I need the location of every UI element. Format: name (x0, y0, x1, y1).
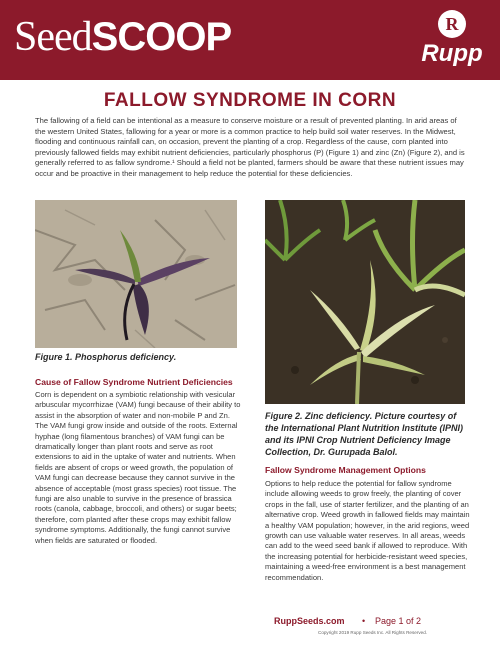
rupp-logo-mark-icon: R (438, 10, 466, 38)
section2-body: Options to help reduce the potential for fallow syndrome include allowing weeds to grow freely, the planting of cover crops in the fall, use of starter fertilizer, and the planting of an alternative crop. Weed growth in fallowed fields may maintain a healthy VAM population; however, in the arid regions, weed growth can use valuable water reserves. In all areas, weeds can add to the weed seed bank if allowed to reproduce. With the increasing potential for herbicide-resistant weed species, maintaining a weed-free environment is a best management recommendation. (265, 479, 470, 582)
phosphorus-corn-seedling-image (35, 200, 237, 348)
figure2-caption: Figure 2. Zinc deficiency. Picture courtesy of the International Plant Nutrition Institute (IPNI) and its IPNI Crop Nutrient Deficiency Image Collection, Dr. Gurupada Balol. (265, 411, 463, 457)
section1-body: Corn is dependent on a symbiotic relationship with vesicular arbuscular mycorrhizae (VAM) fungi because of their ability to assist in the absorption of water and non-mobile P and Zn. The VAM fungi grow inside and outside of the roots. External hyphae (long filamentous branches) of VAM fungi can be dramatically longer than plant roots and serve as root extensions to aid in the uptake of water and nutrients. When fields are absent of crops or weed growth, the population of VAM fungi can decrease because they cannot survive in the absence of acceptable (most grass species) root tissue. The fungi are also unable to survive in the presence of brassica roots (canola, cabbage, broccoli, and others) or sugar beets; therefore, corn planted after these crops may exhibit fallow syndrome symptoms. Additionally, the fungi cannot survive when fields are saturated or flooded. (35, 390, 241, 545)
brand-wordmark (14, 12, 231, 61)
section2-heading: Fallow Syndrome Management Options (265, 465, 426, 475)
footer-copyright: Copyright 2019 Rupp Seeds Inc. All Rights Reserved. (318, 630, 428, 635)
figure1-caption: Figure 1. Phosphorus deficiency. (35, 352, 177, 362)
zinc-corn-plants-image (265, 200, 465, 404)
figure2-photo (265, 200, 465, 404)
intro-paragraph: The fallowing of a field can be intentional as a measure to conserve moisture or a result of prevented planting. In arid areas of the western United States, fallowing for a year or more is a common practice to help build soil water reserves. In the Midwest, flooding and continuous rainfall can, on occasion, prevent the planting of a crop. Regardless of the cause, corn planted into previously fallowed fields may exhibit nutrient deficiencies, particularly phosphorus (P) (Figure 1) and zinc (Zn) (Figure 2), and is generally referred to as fallow syndrome.¹ Should a field not be planted, farmers should be aware that these nutrient issues may occur and be proactive in their management to help reduce the potential for these deficiencies. (35, 116, 465, 178)
footer-website-link[interactable]: RuppSeeds.com (274, 616, 345, 626)
footer-page-number: Page 1 of 2 (375, 616, 422, 626)
section1-heading: Cause of Fallow Syndrome Nutrient Deficiencies (35, 377, 233, 387)
figure1-photo (35, 200, 237, 348)
header-banner (0, 0, 500, 80)
brand-seed: Seed (14, 14, 92, 60)
footer-separator: • (362, 616, 366, 626)
brand-scoop: SCOOP (91, 15, 232, 59)
rupp-logo-text: Rupp (421, 40, 483, 67)
page-title: FALLOW SYNDROME IN CORN (103, 90, 397, 111)
rupp-logo (420, 10, 484, 72)
